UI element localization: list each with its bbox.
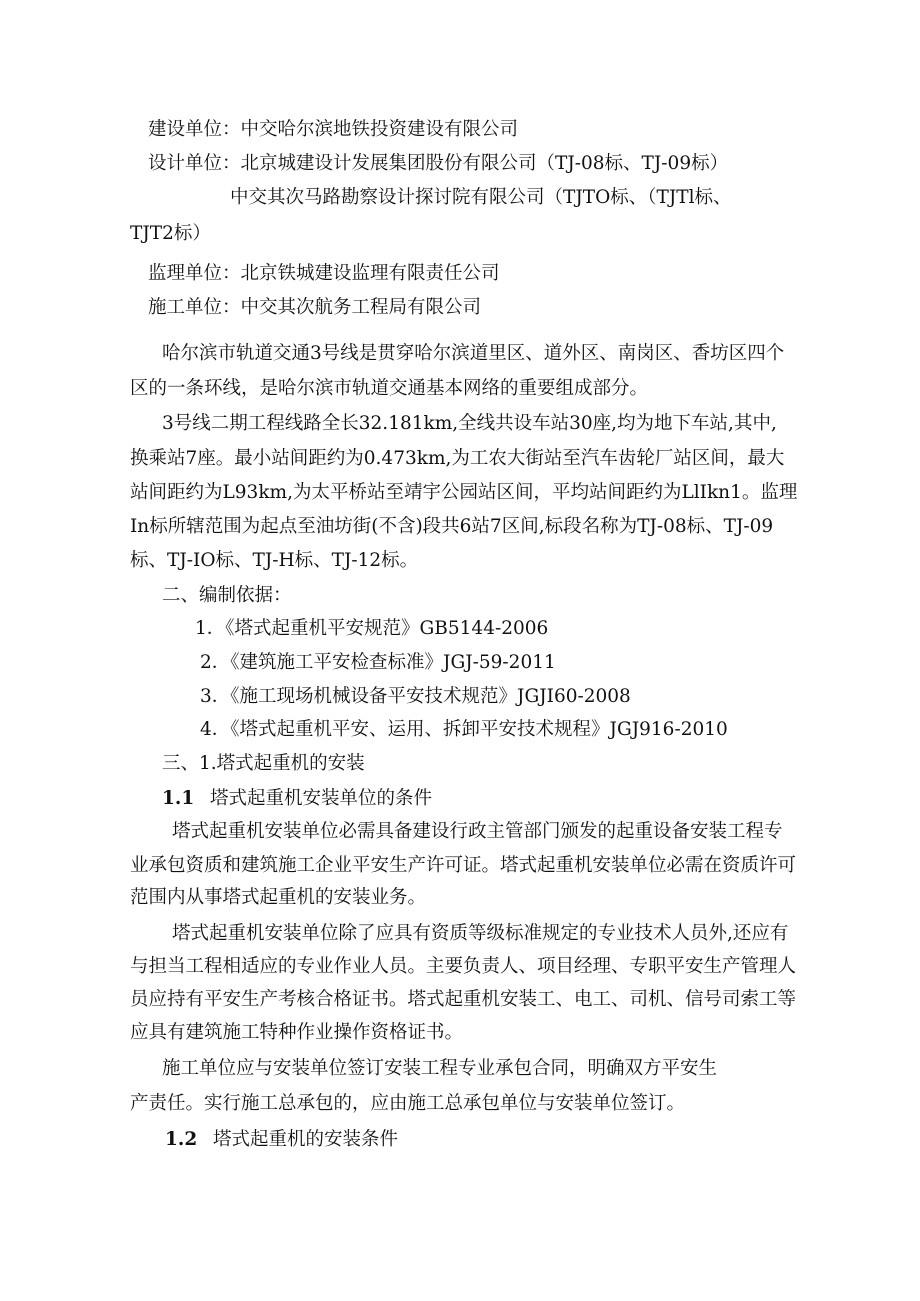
construction-unit-line: 建设单位：中交哈尔滨地铁投资建设有限公司	[148, 119, 519, 140]
supervision-unit-line: 监理单位：北京铁城建设监理有限责任公司	[148, 263, 500, 284]
section-1-2-number: 1.2	[165, 1129, 198, 1150]
section-1-1-heading	[162, 787, 432, 811]
basis-item-4: 4．《塔式起重机平安、运用、拆卸平安技术规程》JGJ916-2010	[200, 719, 728, 740]
contractor-unit-line: 施工单位：中交其次航务工程局有限公司	[148, 297, 482, 318]
section-3-heading: 三、1.塔式起重机的安装	[162, 753, 365, 774]
basis-item-1: 1．《塔式起重机平安规范》GB5144-2006	[195, 618, 549, 639]
basis-heading: 二、编制依据：	[162, 585, 292, 606]
intro-paragraph-2-line-2: 换乘站7座。最小站间距约为0.473km,为工农大街站至汽车齿轮厂站区间，最大	[130, 448, 785, 469]
basis-item-2: 2．《建筑施工平安检查标准》JGJ-59-2011	[200, 652, 556, 673]
section-1-2-heading	[165, 1128, 398, 1152]
section-1-2-title: 塔式起重机的安装条件	[213, 1129, 399, 1150]
basis-item-3: 3．《施工现场机械设备平安技术规范》JGJI60-2008	[200, 686, 631, 707]
intro-paragraph-1-line-1: 哈尔滨市轨道交通3号线是贯穿哈尔滨道里区、道外区、南岗区、香坊区四个	[162, 343, 785, 364]
design-unit-line-2: 中交其次马路勘察设计探讨院有限公司（TJTO标、（TJTl标、	[230, 187, 732, 208]
intro-paragraph-2-line-3: 站间距约为L93km,为太平桥站至靖宇公园站区间，平均站间距约为LlIkn1。监理	[130, 482, 798, 503]
s11-paragraph-1-line-3: 范围内从事塔式起重机的安装业务。	[130, 887, 427, 908]
intro-paragraph-2-line-4: In标所辖范围为起点至油坊街(不含)段共6站7区间,标段名称为TJ-08标、TJ-09	[130, 516, 774, 537]
section-1-1-number: 1.1	[162, 788, 195, 809]
s11-paragraph-2-line-4: 应具有建筑施工特种作业操作资格证书。	[130, 1022, 464, 1043]
intro-paragraph-1-line-2: 区的一条环线，是哈尔滨市轨道交通基本网络的重要组成部分。	[130, 378, 649, 399]
s11-paragraph-1-line-1: 塔式起重机安装单位必需具备建设行政主管部门颁发的起重设备安装工程专	[172, 821, 783, 842]
design-unit-line-3: TJT2标）	[130, 223, 211, 244]
intro-paragraph-2-line-1: 3号线二期工程线路全长32.181km,全线共设车站30座,均为地下车站,其中,	[162, 413, 777, 434]
s11-paragraph-2-line-1: 塔式起重机安装单位除了应具有资质等级标准规定的专业技术人员外,还应有	[172, 923, 789, 944]
section-1-1-title: 塔式起重机安装单位的条件	[210, 788, 433, 809]
s11-paragraph-2-line-3: 员应持有平安生产考核合格证书。塔式起重机安装工、电工、司机、信号司索工等	[130, 989, 797, 1010]
s11-paragraph-3-line-2: 产责任。实行施工总承包的，应由施工总承包单位与安装单位签订。	[130, 1093, 686, 1114]
intro-paragraph-2-line-5: 标、TJ-IO标、TJ-H标、TJ-12标。	[130, 550, 419, 571]
design-unit-line: 设计单位：北京城建设计发展集团股份有限公司（TJ-08标、TJ-09标）	[148, 153, 729, 174]
s11-paragraph-3-line-1: 施工单位应与安装单位签订安装工程专业承包合同，明确双方平安生	[162, 1058, 718, 1079]
s11-paragraph-1-line-2: 业承包资质和建筑施工企业平安生产许可证。塔式起重机安装单位必需在资质许可	[130, 855, 797, 876]
s11-paragraph-2-line-2: 与担当工程相适应的专业作业人员。主要负责人、项目经理、专职平安生产管理人	[130, 956, 797, 977]
